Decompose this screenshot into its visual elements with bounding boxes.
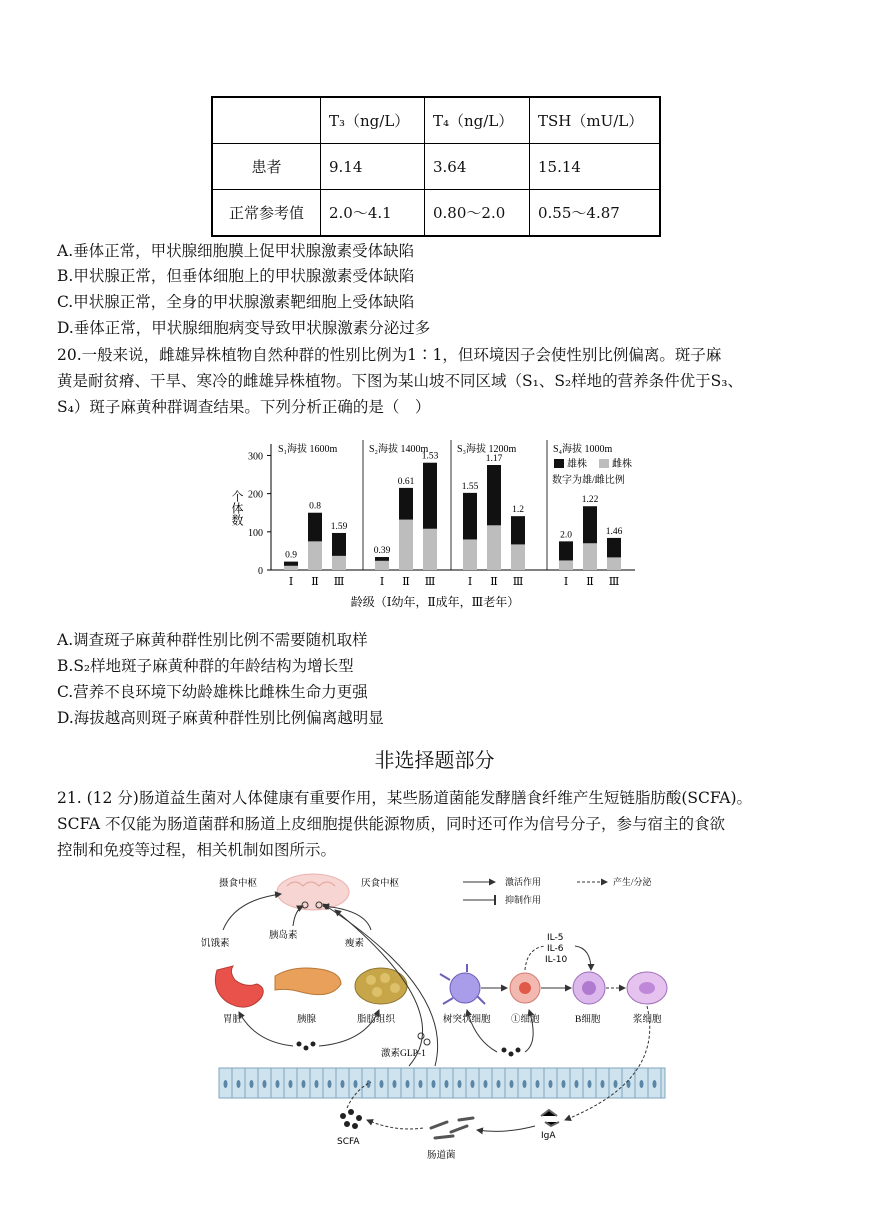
q19-option-d: D.垂体正常，甲状腺细胞病变导致甲状腺激素分泌过多 <box>57 319 431 337</box>
bar-female <box>511 544 525 570</box>
bar-male <box>463 493 477 540</box>
cell-nucleus <box>588 1080 592 1088</box>
cell-nucleus <box>276 1080 280 1088</box>
y-axis-label: 个体数 <box>230 490 244 526</box>
ghrelin-label: 饥饿素 <box>201 939 230 949</box>
q20-stem-line: 黄是耐贫瘠、干旱、寒冷的雌雄异株植物。下图为某山坡不同区域（S₁、S₂样地的营养条件优于S₃、 <box>57 372 743 390</box>
cell-nucleus <box>250 1080 254 1088</box>
plasma-cell-icon <box>627 972 667 1004</box>
bar-female <box>332 556 346 570</box>
cell-nucleus <box>549 1080 553 1088</box>
cell-nucleus <box>302 1080 306 1088</box>
q19-option-a: A.垂体正常，甲状腺细胞膜上促甲状腺激素受体缺陷 <box>57 242 415 260</box>
b-cell-icon <box>573 972 605 1004</box>
iga-label: IgA <box>541 1131 556 1141</box>
age-tick-label: Ⅰ <box>288 576 294 588</box>
bar-male <box>511 516 525 544</box>
legend-male-swatch <box>554 459 564 468</box>
satiety-center-label: 厌食中枢 <box>361 879 400 889</box>
dendritic-cell-icon <box>440 964 485 1004</box>
insulin-label: 胰岛素 <box>269 931 298 941</box>
cell-nucleus <box>432 1080 436 1088</box>
site-label: S₄海拔 1000m <box>553 444 613 455</box>
site-label: S₃海拔 1200m <box>457 444 517 455</box>
cell-nucleus <box>458 1080 462 1088</box>
iga-icon <box>541 1110 559 1126</box>
section-title: 非选择题部分 <box>374 748 495 772</box>
cell-nucleus <box>523 1080 527 1088</box>
ratio-label: 1.59 <box>330 521 348 532</box>
bar-female <box>399 520 413 570</box>
ratio-label: 0.39 <box>373 546 391 557</box>
bar-female <box>583 543 597 570</box>
y-tick-label: 100 <box>248 527 263 539</box>
table-cell: 0.80～2.0 <box>425 190 530 237</box>
q20-option-a: A.调查斑子麻黄种群性别比例不需要随机取样 <box>57 631 368 649</box>
population-bar-chart <box>215 430 655 615</box>
legend-note: 数字为雄/雌比例 <box>552 475 625 486</box>
il10-label: IL-10 <box>545 955 568 965</box>
feeding-center-label: 摄食中枢 <box>219 879 258 889</box>
legend-produce: 产生/分泌 <box>613 877 652 887</box>
cell-nucleus <box>614 1080 618 1088</box>
cell-nucleus <box>341 1080 345 1088</box>
age-tick-label: Ⅲ <box>608 576 620 588</box>
bar-female <box>423 529 437 570</box>
table-row <box>212 190 660 237</box>
table-row <box>212 97 660 144</box>
cell-nucleus <box>380 1080 384 1088</box>
site-label: S₂海拔 1400m <box>369 444 429 455</box>
age-tick-label: Ⅰ <box>379 576 385 588</box>
bar-male <box>423 463 437 529</box>
cell-nucleus <box>354 1080 358 1088</box>
bar-male <box>375 557 389 561</box>
table-header-cell: TSH（mU/L） <box>530 97 661 144</box>
bar-male <box>487 465 501 525</box>
ratio-label: 1.46 <box>605 526 623 537</box>
bar-female <box>463 539 477 570</box>
cell1-label: ①细胞 <box>511 1015 540 1025</box>
bar-male <box>332 533 346 556</box>
ratio-label: 1.53 <box>421 451 439 462</box>
age-tick-label: Ⅰ <box>563 576 569 588</box>
cell-nucleus <box>601 1080 605 1088</box>
brain-icon <box>277 874 349 910</box>
bar-male <box>559 541 573 560</box>
table-cell: 3.64 <box>425 144 530 190</box>
legend-female-label: 雌株 <box>612 459 632 470</box>
table-cell: 9.14 <box>321 144 425 190</box>
ratio-label: 1.22 <box>581 495 599 506</box>
legend-male-label: 雄株 <box>567 459 587 470</box>
stomach-icon <box>215 966 263 1007</box>
thyroid-table <box>211 96 661 237</box>
q21-stem-line: 21. (12 分)肠道益生菌对人体健康有重要作用，某些肠道菌能发酵膳食纤维产生短链脂肪酸(SCFA)。 <box>57 789 752 807</box>
cell-nucleus <box>510 1080 514 1088</box>
cell-nucleus <box>640 1080 644 1088</box>
table-cell: 2.0～4.1 <box>321 190 425 237</box>
bar-male <box>284 562 298 566</box>
age-tick-label: Ⅲ <box>333 576 345 588</box>
y-tick-label: 0 <box>258 566 263 577</box>
bar-female <box>607 557 621 570</box>
bar-female <box>284 566 298 570</box>
bar-male <box>399 488 413 520</box>
legend-inhibit: 抑制作用 <box>505 895 542 905</box>
age-tick-label: Ⅲ <box>512 576 524 588</box>
cell-nucleus <box>406 1080 410 1088</box>
ratio-label: 0.8 <box>309 501 321 512</box>
age-tick-label: Ⅱ <box>402 576 410 588</box>
cell-nucleus <box>562 1080 566 1088</box>
dendritic-cell-label: 树突状细胞 <box>443 1015 491 1025</box>
x-axis-label: 龄级（Ⅰ幼年，Ⅱ成年，Ⅲ老年） <box>350 595 520 609</box>
stomach-label: 胃脏 <box>223 1015 243 1025</box>
cell1-icon <box>510 973 540 1003</box>
cell-nucleus <box>315 1080 319 1088</box>
adipose-label: 脂肪组织 <box>357 1015 396 1025</box>
table-cell: 0.55～4.87 <box>530 190 661 237</box>
ratio-label: 0.9 <box>285 550 297 561</box>
pancreas-label: 胰腺 <box>297 1015 317 1025</box>
q19-option-b: B.甲状腺正常，但垂体细胞上的甲状腺激素受体缺陷 <box>57 267 415 285</box>
q20-option-c: C.营养不良环境下幼龄雄株比雌株生命力更强 <box>57 683 368 701</box>
q20-stem-line: 20.一般来说，雌雄异株植物自然种群的性别比例为1∶1，但环境因子会使性别比例偏离。斑子麻 <box>57 346 722 364</box>
q21-stem-line: SCFA 不仅能为肠道菌群和肠道上皮细胞提供能源物质，同时还可作为信号分子，参与宿主的食欲 <box>57 815 726 833</box>
bar-female <box>308 541 322 570</box>
cell-nucleus <box>445 1080 449 1088</box>
y-tick-label: 300 <box>248 451 263 463</box>
q20-stem-line: S₄）斑子麻黄种群调查结果。下列分析正确的是（ ） <box>57 398 431 416</box>
cell-nucleus <box>653 1080 657 1088</box>
age-tick-label: Ⅰ <box>467 576 473 588</box>
cell-nucleus <box>497 1080 501 1088</box>
age-tick-label: Ⅲ <box>424 576 436 588</box>
cell-nucleus <box>263 1080 267 1088</box>
cell-nucleus <box>484 1080 488 1088</box>
cell-nucleus <box>237 1080 241 1088</box>
intestinal-epithelium <box>219 1068 665 1098</box>
il6-label: IL-6 <box>547 944 564 954</box>
b-cell-label: B细胞 <box>575 1015 601 1025</box>
legend-activate: 激活作用 <box>505 877 542 887</box>
leptin-label: 瘦素 <box>345 939 365 949</box>
age-tick-label: Ⅱ <box>311 576 319 588</box>
cell-nucleus <box>328 1080 332 1088</box>
site-label: S₁海拔 1600m <box>278 444 338 455</box>
gut-bacteria-label: 肠道菌 <box>427 1151 456 1161</box>
cell-nucleus <box>536 1080 540 1088</box>
ratio-label: 1.55 <box>461 481 479 492</box>
epithelium-band <box>219 1068 665 1098</box>
ratio-label: 2.0 <box>560 530 572 541</box>
il5-label: IL-5 <box>547 933 564 943</box>
ratio-label: 1.17 <box>485 454 503 464</box>
age-tick-label: Ⅱ <box>586 576 594 588</box>
cell-nucleus <box>471 1080 475 1088</box>
bar-male <box>607 538 621 557</box>
bar-male <box>308 513 322 542</box>
table-header-cell: T₃（ng/L） <box>321 97 425 144</box>
y-tick-label: 200 <box>248 489 263 501</box>
ratio-label: 1.2 <box>512 505 524 516</box>
table-cell: 15.14 <box>530 144 661 190</box>
bar-female <box>487 525 501 570</box>
age-tick-label: Ⅱ <box>490 576 498 588</box>
scfa-label: SCFA <box>337 1137 360 1147</box>
bar-male <box>583 506 597 543</box>
scfa-mechanism-diagram <box>195 870 675 1170</box>
cell-nucleus <box>419 1080 423 1088</box>
table-header-cell <box>212 97 321 144</box>
q20-option-b: B.S₂样地斑子麻黄种群的年龄结构为增长型 <box>57 657 354 675</box>
bar-female <box>375 561 389 570</box>
cell-nucleus <box>575 1080 579 1088</box>
cell-nucleus <box>224 1080 228 1088</box>
table-header-cell: T₄（ng/L） <box>425 97 530 144</box>
pancreas-icon <box>275 968 341 995</box>
cell-nucleus <box>289 1080 293 1088</box>
q21-stem-line: 控制和免疫等过程，相关机制如图所示。 <box>57 841 337 859</box>
q20-option-d: D.海拔越高则斑子麻黄种群性别比例偏离越明显 <box>57 709 384 727</box>
table-row <box>212 144 660 190</box>
table-cell: 正常参考值 <box>212 190 321 237</box>
table-cell: 患者 <box>212 144 321 190</box>
legend-female-swatch <box>599 459 609 468</box>
gut-bacteria-icon <box>431 1118 473 1138</box>
q19-option-c: C.甲状腺正常，全身的甲状腺激素靶细胞上受体缺陷 <box>57 293 415 311</box>
bar-female <box>559 560 573 570</box>
plasma-cell-label: 浆细胞 <box>633 1015 662 1025</box>
cell-nucleus <box>393 1080 397 1088</box>
glp1-label: 激素GLP-1 <box>381 1049 426 1059</box>
ratio-label: 0.61 <box>397 476 415 487</box>
